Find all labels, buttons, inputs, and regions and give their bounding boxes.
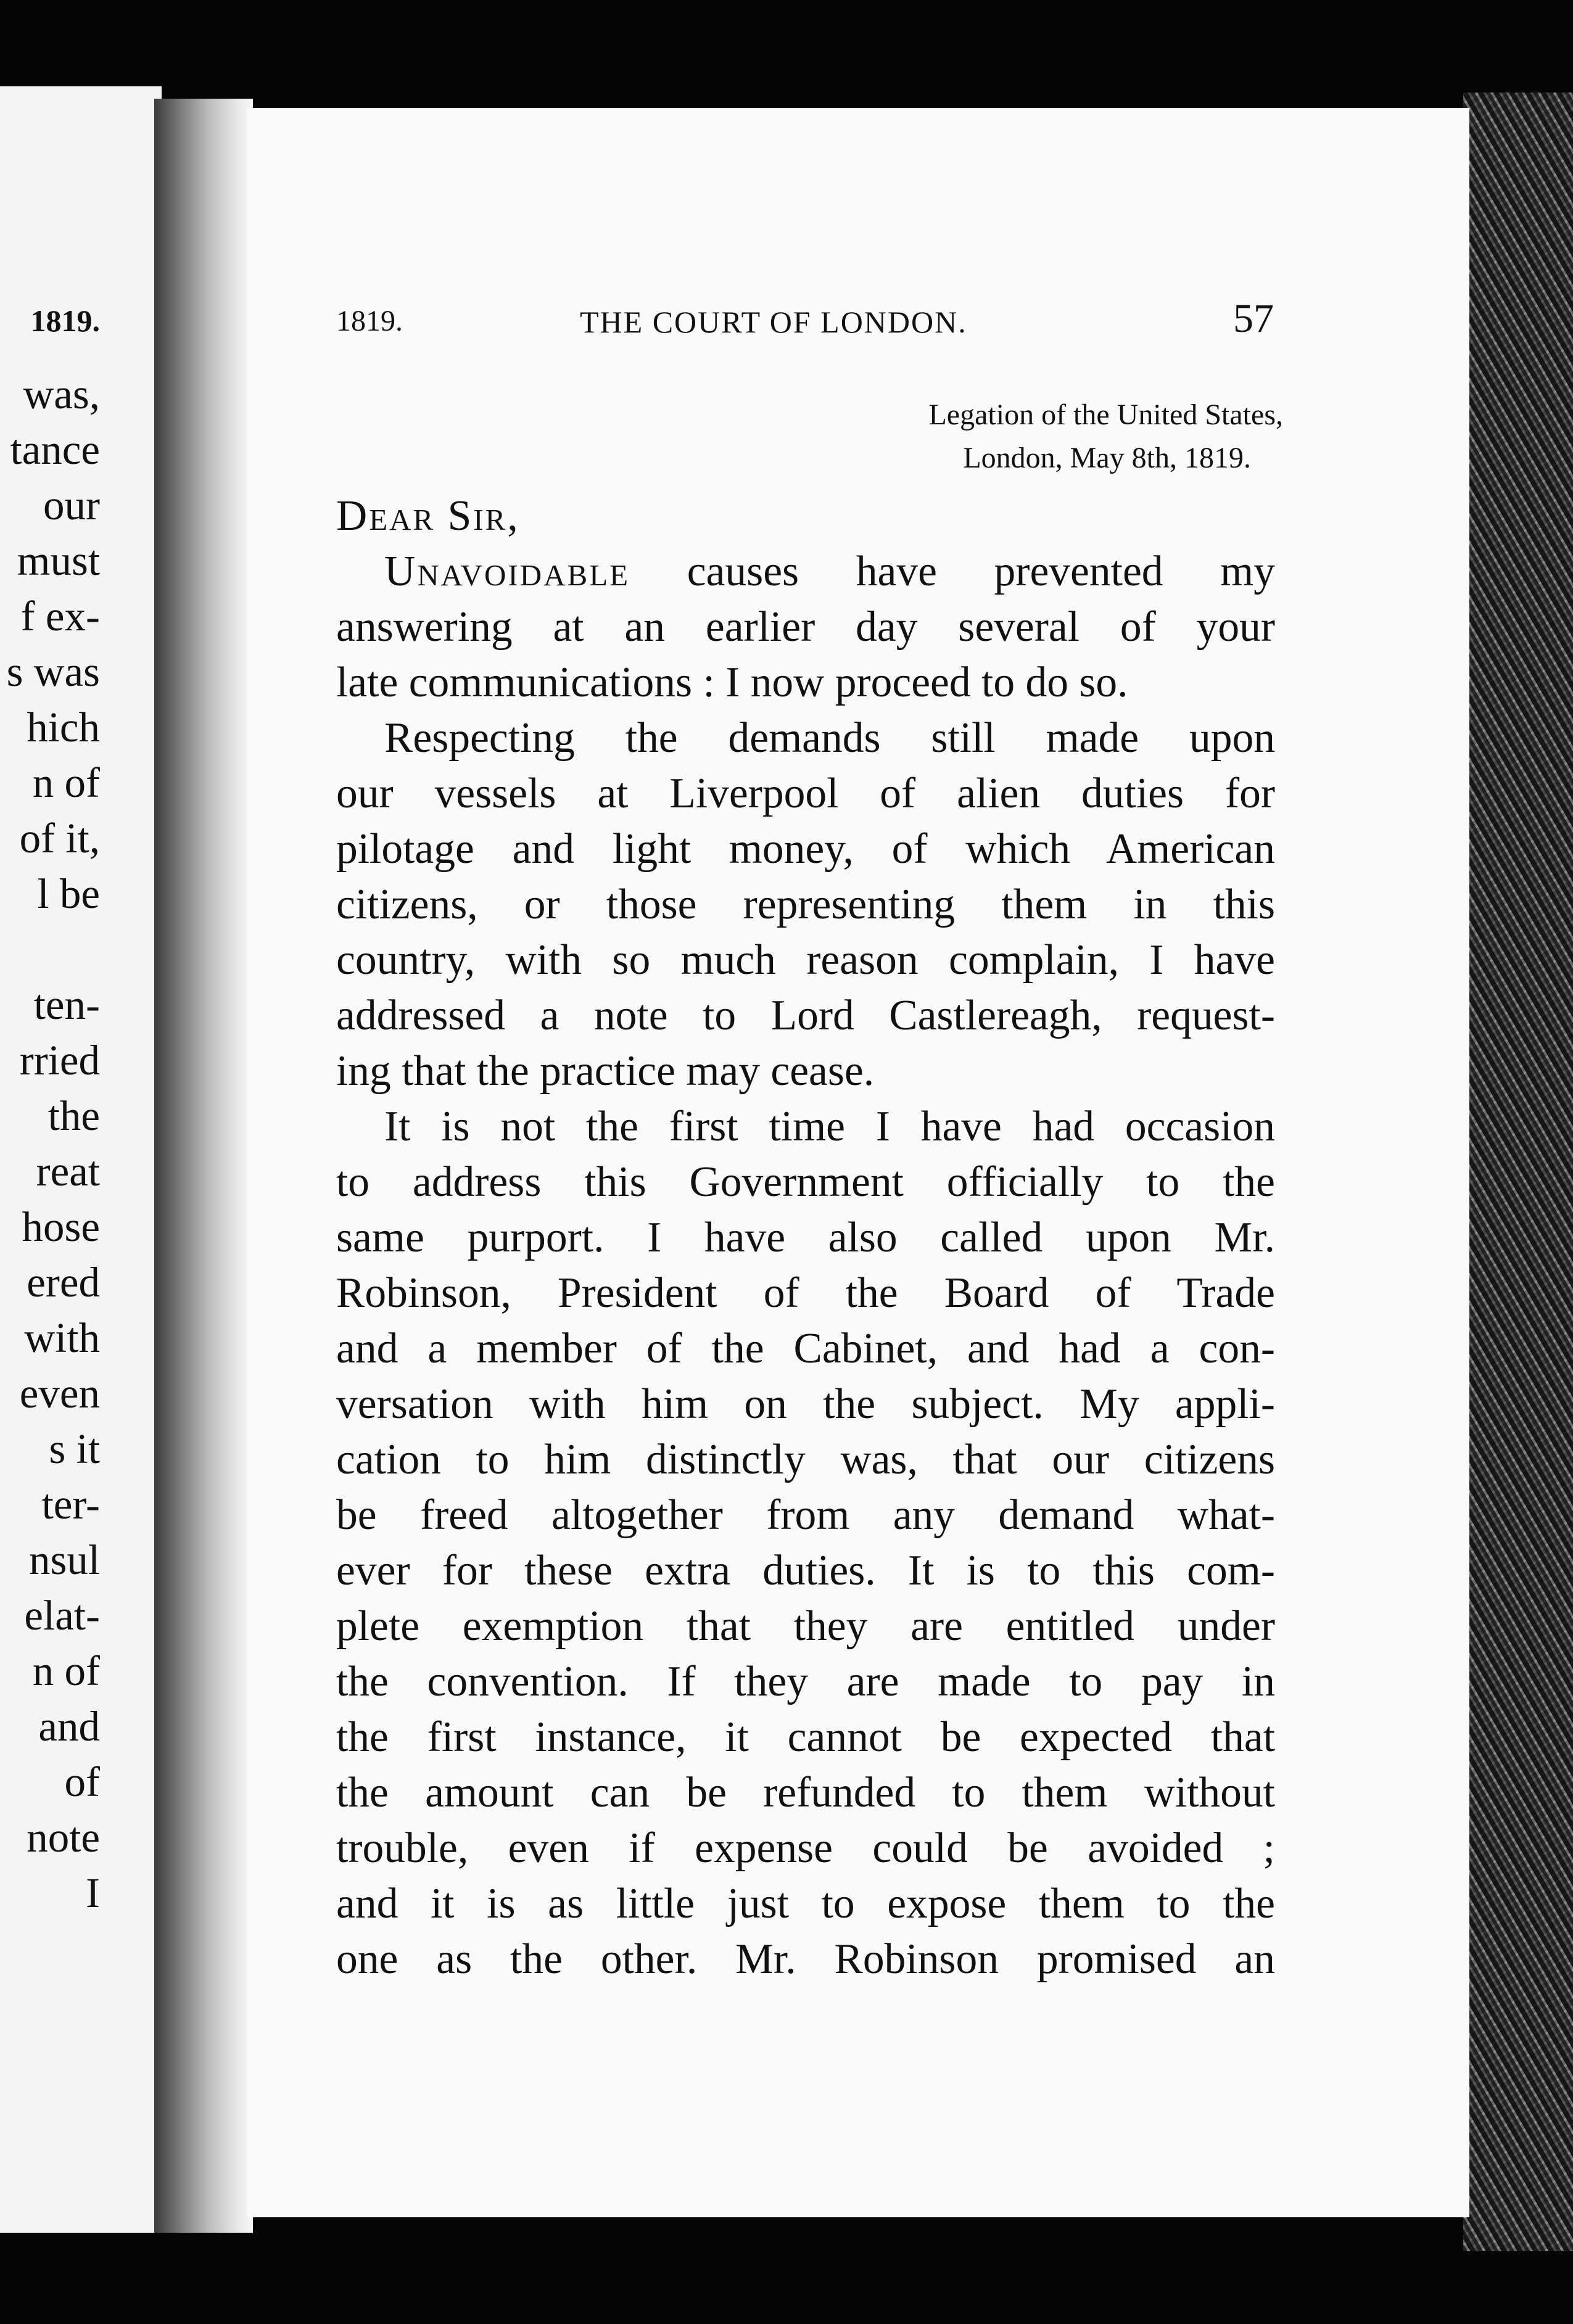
body-line: cation to him distinctly was, that our citizens: [336, 1436, 1275, 1483]
lead-rest: causes have prevented my: [630, 548, 1275, 595]
left-page-line: f ex-: [20, 593, 100, 640]
left-page-line: nsul: [28, 1536, 100, 1583]
letter-body: [336, 488, 1275, 1987]
body-line: It is not the first time I have had occasion: [384, 1103, 1275, 1150]
body-line: one as the other. Mr. Robinson promised an: [336, 1935, 1275, 1983]
marbled-fore-edge: [1463, 93, 1573, 2251]
left-page-line: ered: [27, 1259, 100, 1306]
body-line: plete exemption that they are entitled under: [336, 1602, 1275, 1650]
body-line: to address this Government officially to the: [336, 1158, 1275, 1206]
left-page-line: note: [27, 1814, 100, 1861]
book-gutter-shadow: [154, 99, 253, 2233]
facing-page-left: [0, 86, 162, 2233]
dateline-place: Legation of the United States,: [928, 398, 1283, 431]
left-page-line: must: [17, 537, 100, 584]
left-page-line: hich: [27, 704, 100, 751]
letter-dateline: [679, 394, 1283, 480]
left-page-line: tance: [10, 426, 100, 473]
left-page-line: s it: [49, 1425, 100, 1472]
body-line: [336, 544, 1275, 600]
left-page-line: with: [24, 1314, 100, 1361]
body-line: the first instance, it cannot be expected that: [336, 1713, 1275, 1761]
body-line: pilotage and light money, of which American: [336, 825, 1275, 873]
left-page-line: the: [47, 1092, 100, 1139]
body-line: our vessels at Liverpool of alien duties for: [336, 770, 1275, 817]
body-line: answering at an earlier day several of your: [336, 603, 1275, 651]
body-line: versation with him on the subject. My appli-: [336, 1380, 1275, 1428]
left-page-line: n of: [32, 1647, 100, 1694]
lead-word: Unavoidable: [384, 548, 630, 595]
salutation: Dear Sir,: [336, 492, 520, 540]
header-title: THE COURT OF LONDON.: [580, 305, 967, 339]
header-year: 1819.: [336, 305, 403, 337]
left-page-line: s was: [6, 648, 100, 695]
left-page-line: l be: [37, 870, 100, 917]
left-page-line: of: [64, 1758, 100, 1805]
body-line: the amount can be refunded to them without: [336, 1769, 1275, 1816]
body-line: addressed a note to Lord Castlereagh, request-: [336, 992, 1275, 1039]
body-line: Robinson, President of the Board of Trade: [336, 1269, 1275, 1317]
left-page-line: ter-: [41, 1481, 100, 1528]
left-page-line: I: [86, 1869, 100, 1916]
dateline-date: London, May 8th, 1819.: [963, 442, 1251, 474]
body-line: ing that the practice may cease.: [336, 1047, 875, 1095]
left-page-line: even: [19, 1370, 100, 1417]
body-line: be freed altogether from any demand what-: [336, 1491, 1275, 1539]
body-line: late communications : I now proceed to do so.: [336, 659, 1128, 706]
body-line: country, with so much reason complain, I have: [336, 936, 1275, 984]
left-page-line: was,: [23, 371, 100, 418]
body-line: and a member of the Cabinet, and had a con-: [336, 1325, 1275, 1372]
left-page-line: elat-: [24, 1592, 100, 1639]
body-line: citizens, or those representing them in this: [336, 881, 1275, 928]
left-page-line: hose: [22, 1203, 100, 1250]
body-line: ever for these extra duties. It is to this com-: [336, 1547, 1275, 1594]
left-page-line: rried: [19, 1037, 100, 1084]
left-page-line: ten-: [33, 981, 100, 1028]
left-page-line: of it,: [19, 815, 100, 862]
body-line: and it is as little just to expose them to the: [336, 1880, 1275, 1927]
body-line: the convention. If they are made to pay in: [336, 1658, 1275, 1705]
running-header: [336, 296, 1274, 344]
left-page-line: n of: [32, 759, 100, 806]
body-line: trouble, even if expense could be avoided ;: [336, 1824, 1275, 1872]
left-page-year: 1819.: [30, 303, 100, 338]
page-number: 57: [1233, 296, 1274, 341]
body-line: same purport. I have also called upon Mr.: [336, 1214, 1275, 1261]
body-line: Respecting the demands still made upon: [384, 714, 1275, 762]
left-page-line: reat: [36, 1148, 100, 1195]
left-page-line: and: [38, 1703, 100, 1750]
left-page-line: our: [43, 482, 100, 529]
